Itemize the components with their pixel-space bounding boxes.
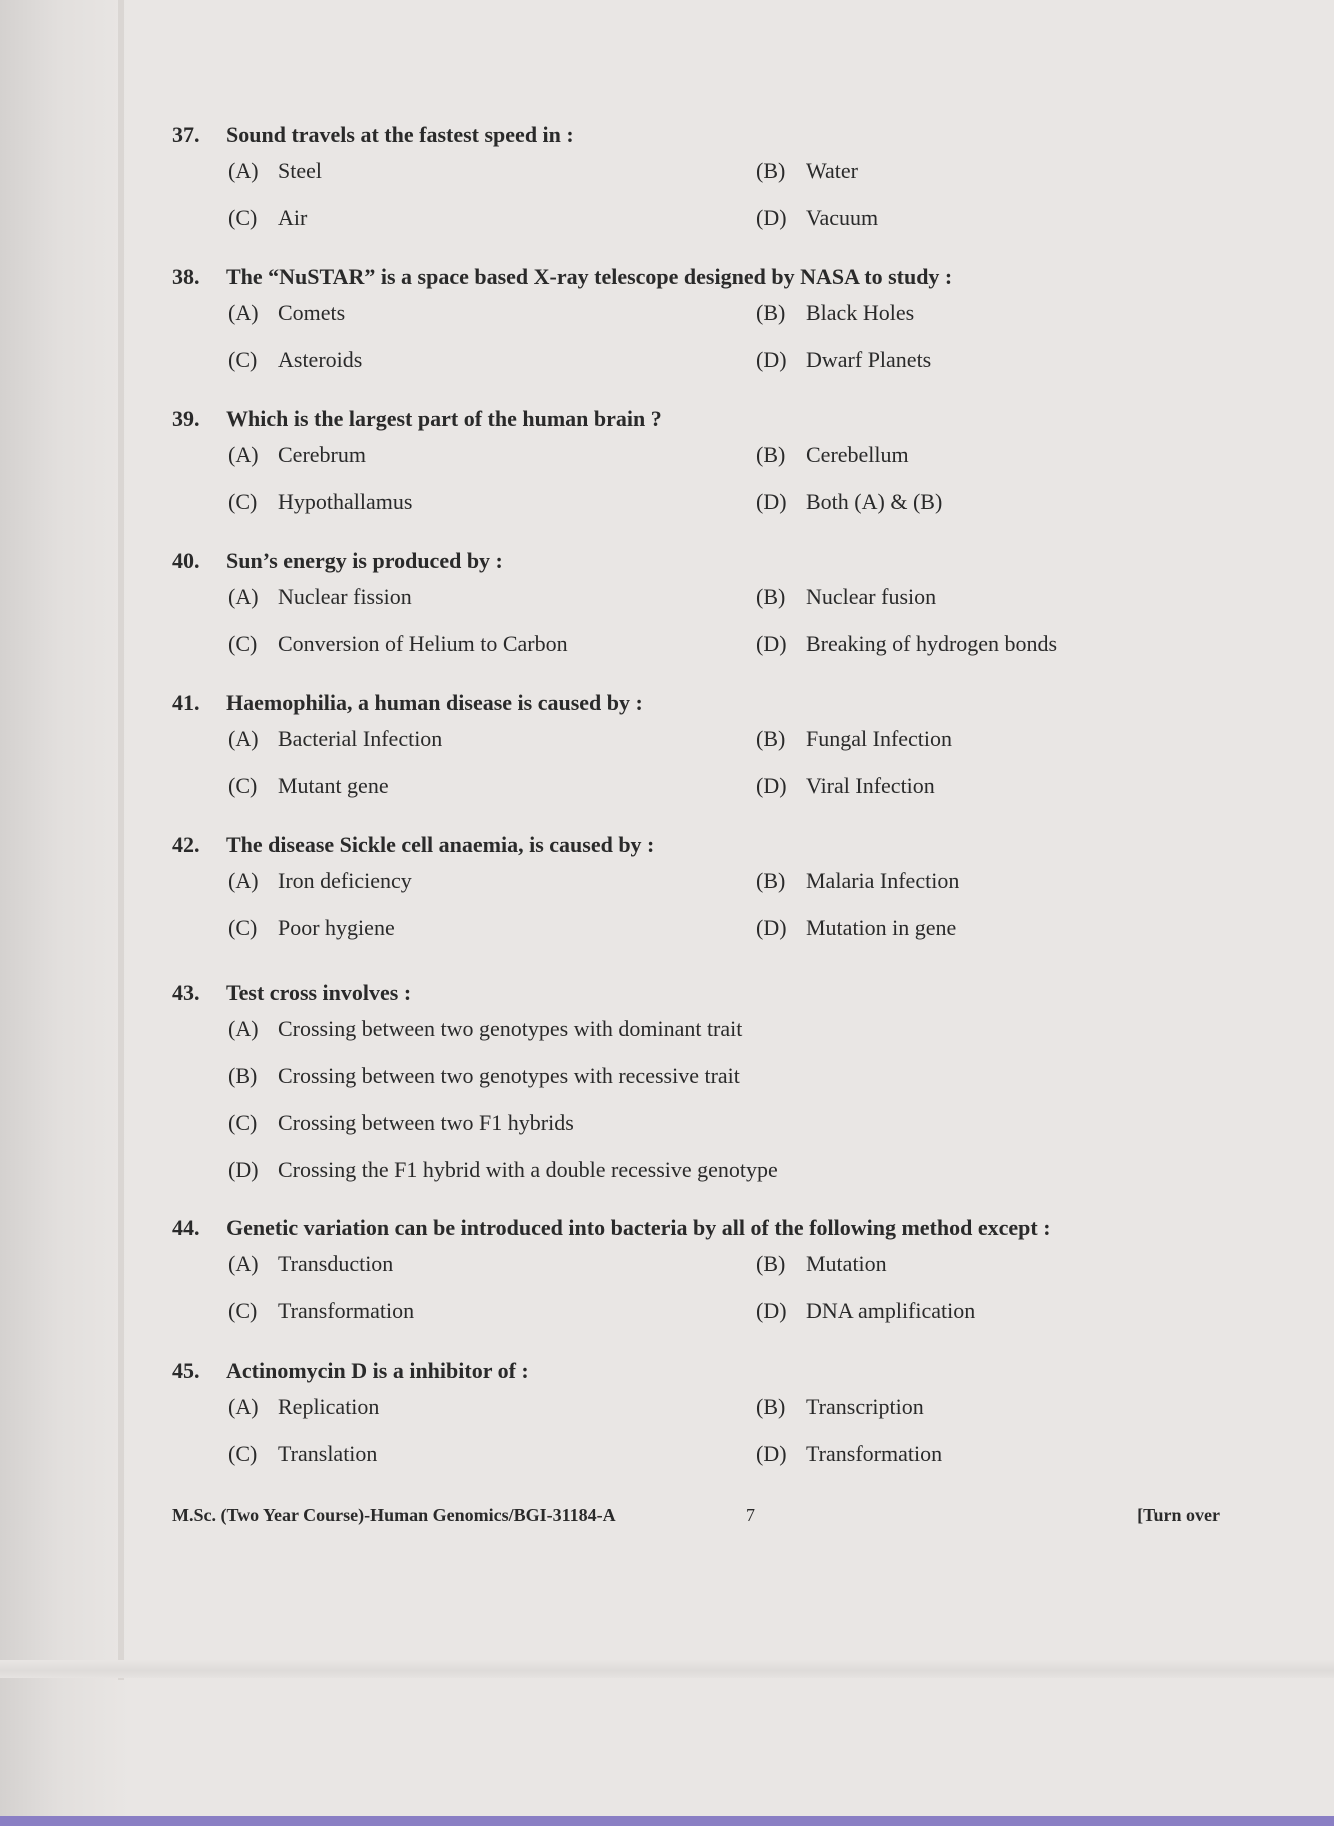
option-text: Mutation — [806, 1251, 887, 1276]
option-text: Asteroids — [278, 347, 363, 372]
question-stem — [172, 978, 1212, 1008]
option-text: Transduction — [278, 1251, 394, 1276]
option-a — [228, 442, 366, 468]
option-label: (A) — [228, 1251, 259, 1276]
option-c — [228, 1298, 414, 1324]
option-text: Nuclear fusion — [806, 584, 937, 609]
question-number: 37. — [172, 122, 200, 147]
option-label: (D) — [756, 773, 787, 798]
page-binding-edge — [118, 0, 124, 1680]
option-text: Crossing between two genotypes with recessive trait — [278, 1063, 740, 1088]
question-number: 44. — [172, 1215, 200, 1240]
option-b — [756, 584, 936, 610]
option-label: (A) — [228, 158, 259, 183]
option-b — [756, 1251, 887, 1277]
option-b — [756, 300, 914, 326]
question-text: Test cross involves : — [226, 980, 412, 1005]
option-label: (B) — [756, 584, 786, 609]
option-c — [228, 915, 395, 941]
scan-bottom-strip — [0, 1816, 1334, 1826]
option-label: (C) — [228, 773, 258, 798]
option-text: Iron deficiency — [278, 868, 412, 893]
option-row — [172, 481, 1212, 528]
footer-turn-over: [Turn over — [1137, 1505, 1220, 1525]
option-text: Cerebellum — [806, 442, 909, 467]
option-label: (B) — [756, 442, 786, 467]
question-41 — [172, 688, 1212, 812]
question-number: 40. — [172, 548, 200, 573]
option-row — [172, 1290, 1212, 1337]
option-text: Conversion of Helium to Carbon — [278, 631, 568, 656]
question-stem — [172, 1213, 1212, 1243]
option-label: (A) — [228, 726, 259, 751]
question-44 — [172, 1213, 1212, 1337]
question-text: Which is the largest part of the human brain ? — [226, 406, 662, 431]
option-row — [172, 1008, 1212, 1055]
option-text: DNA amplification — [806, 1298, 976, 1323]
option-c — [228, 1441, 377, 1467]
option-label: (C) — [228, 205, 258, 230]
option-d — [756, 1441, 942, 1467]
option-label: (C) — [228, 915, 258, 940]
option-text: Mutant gene — [278, 773, 389, 798]
option-c — [228, 1110, 574, 1136]
option-row — [172, 1149, 1212, 1196]
option-a — [228, 300, 345, 326]
question-42 — [172, 830, 1212, 954]
option-text: Crossing between two F1 hybrids — [278, 1110, 574, 1135]
option-label: (A) — [228, 300, 259, 325]
option-row — [172, 1055, 1212, 1102]
option-label: (D) — [228, 1157, 259, 1182]
question-stem — [172, 120, 1212, 150]
option-text: Nuclear fission — [278, 584, 412, 609]
option-label: (A) — [228, 442, 259, 467]
option-row — [172, 576, 1212, 623]
question-43 — [172, 978, 1212, 1196]
option-d — [756, 1298, 975, 1324]
question-text: Genetic variation can be introduced into bacteria by all of the following method except : — [226, 1215, 1051, 1240]
option-label: (A) — [228, 1016, 259, 1041]
question-stem — [172, 262, 1212, 292]
option-row — [172, 718, 1212, 765]
option-text: Black Holes — [806, 300, 915, 325]
question-text: Haemophilia, a human disease is caused by : — [226, 690, 643, 715]
question-number: 43. — [172, 980, 200, 1005]
option-text: Cerebrum — [278, 442, 366, 467]
option-text: Fungal Infection — [806, 726, 953, 751]
option-d — [756, 773, 935, 799]
option-text: Vacuum — [806, 205, 879, 230]
question-45 — [172, 1356, 1212, 1480]
option-c — [228, 489, 412, 515]
option-text: Bacterial Infection — [278, 726, 443, 751]
option-text: Crossing between two genotypes with dominant trait — [278, 1016, 743, 1041]
option-b — [756, 158, 858, 184]
option-b — [756, 442, 909, 468]
option-text: Comets — [278, 300, 346, 325]
question-37 — [172, 120, 1212, 244]
page-fold — [0, 1660, 1334, 1678]
option-c — [228, 631, 568, 657]
question-number: 38. — [172, 264, 200, 289]
option-label: (C) — [228, 1110, 258, 1135]
question-number: 41. — [172, 690, 200, 715]
option-text: Transformation — [278, 1298, 415, 1323]
option-a — [228, 158, 322, 184]
option-a — [228, 1251, 393, 1277]
option-text: Replication — [278, 1394, 380, 1419]
option-label: (A) — [228, 584, 259, 609]
question-40 — [172, 546, 1212, 670]
option-d — [756, 205, 878, 231]
option-text: Poor hygiene — [278, 915, 395, 940]
option-c — [228, 205, 307, 231]
option-row — [172, 1102, 1212, 1149]
option-label: (C) — [228, 489, 258, 514]
option-label: (B) — [756, 158, 786, 183]
question-text: Sun’s energy is produced by : — [226, 548, 503, 573]
option-d — [756, 489, 942, 515]
option-row — [172, 150, 1212, 197]
question-39 — [172, 404, 1212, 528]
option-label: (D) — [756, 915, 787, 940]
question-text: Actinomycin D is a inhibitor of : — [226, 1358, 529, 1383]
option-label: (D) — [756, 1298, 787, 1323]
option-row — [172, 1243, 1212, 1290]
option-b — [756, 1394, 924, 1420]
option-label: (B) — [228, 1063, 258, 1088]
question-text: The “NuSTAR” is a space based X-ray telescope designed by NASA to study : — [226, 264, 953, 289]
option-label: (B) — [756, 1251, 786, 1276]
option-label: (A) — [228, 868, 259, 893]
option-label: (B) — [756, 1394, 786, 1419]
option-a — [228, 584, 412, 610]
option-row — [172, 907, 1212, 954]
option-b — [228, 1063, 740, 1089]
option-b — [756, 726, 952, 752]
option-row — [172, 1386, 1212, 1433]
option-label: (D) — [756, 489, 787, 514]
option-label: (D) — [756, 347, 787, 372]
question-number: 42. — [172, 832, 200, 857]
option-label: (A) — [228, 1394, 259, 1419]
option-text: Water — [806, 158, 858, 183]
option-label: (C) — [228, 347, 258, 372]
option-label: (C) — [228, 1298, 258, 1323]
option-text: Malaria Infection — [806, 868, 960, 893]
option-text: Both (A) & (B) — [806, 489, 943, 514]
page-footer — [172, 1505, 1220, 1533]
option-text: Transcription — [806, 1394, 924, 1419]
option-row — [172, 434, 1212, 481]
option-a — [228, 726, 442, 752]
option-text: Crossing the F1 hybrid with a double recessive genotype — [278, 1157, 778, 1182]
option-label: (D) — [756, 205, 787, 230]
option-label: (C) — [228, 1441, 258, 1466]
option-row — [172, 292, 1212, 339]
option-label: (C) — [228, 631, 258, 656]
option-text: Steel — [278, 158, 322, 183]
option-row — [172, 197, 1212, 244]
option-label: (B) — [756, 868, 786, 893]
question-stem — [172, 1356, 1212, 1386]
option-d — [228, 1157, 778, 1183]
option-b — [756, 868, 959, 894]
option-c — [228, 347, 362, 373]
page-left-shadow — [0, 0, 130, 1826]
option-text: Mutation in gene — [806, 915, 957, 940]
option-c — [228, 773, 389, 799]
option-row — [172, 860, 1212, 907]
option-text: Viral Infection — [806, 773, 935, 798]
option-row — [172, 765, 1212, 812]
question-stem — [172, 404, 1212, 434]
question-38 — [172, 262, 1212, 386]
question-stem — [172, 830, 1212, 860]
option-text: Translation — [278, 1441, 378, 1466]
option-d — [756, 631, 1057, 657]
option-d — [756, 915, 956, 941]
option-text: Breaking of hydrogen bonds — [806, 631, 1058, 656]
option-a — [228, 868, 412, 894]
option-row — [172, 623, 1212, 670]
question-number: 39. — [172, 406, 200, 431]
option-d — [756, 347, 931, 373]
question-number: 45. — [172, 1358, 200, 1383]
option-label: (B) — [756, 726, 786, 751]
footer-course-code: M.Sc. (Two Year Course)-Human Genomics/BGI-31184-A — [172, 1505, 616, 1525]
option-label: (D) — [756, 1441, 787, 1466]
question-stem — [172, 688, 1212, 718]
option-row — [172, 1433, 1212, 1480]
option-a — [228, 1016, 742, 1042]
option-text: Transformation — [806, 1441, 943, 1466]
option-text: Dwarf Planets — [806, 347, 932, 372]
question-text: Sound travels at the fastest speed in : — [226, 122, 574, 147]
footer-page-number: 7 — [746, 1505, 755, 1525]
question-stem — [172, 546, 1212, 576]
option-text: Hypothallamus — [278, 489, 413, 514]
question-text: The disease Sickle cell anaemia, is caused by : — [226, 832, 655, 857]
option-a — [228, 1394, 379, 1420]
option-text: Air — [278, 205, 308, 230]
option-label: (D) — [756, 631, 787, 656]
option-row — [172, 339, 1212, 386]
option-label: (B) — [756, 300, 786, 325]
